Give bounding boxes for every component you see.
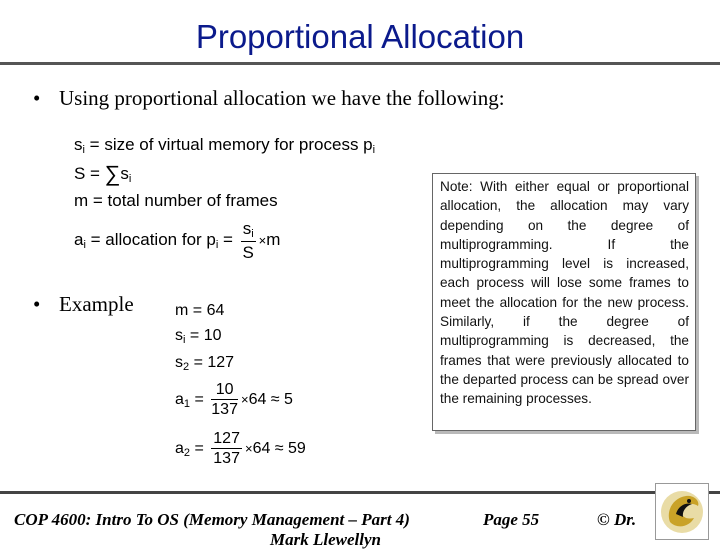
note-box: Note: With either equal or proportional allocation, the allocation may vary depending on the degree of multiprogramming. If the multiprogramming level is increased, each process will lose some frames to meet the allocation for the new process. Similarly, if the degree of multiprogramming is decreased, the frames that were previously allocated to the departed process can be spread over the remaining processes.: [432, 173, 696, 431]
footer-copyright: © Dr.: [597, 510, 637, 529]
bullet-intro-text: Using proportional allocation we have the following:: [59, 86, 505, 110]
example-m: m = 64: [175, 302, 225, 319]
fraction-si-over-S: $\frac{s_i}{S}$: [242, 219, 254, 262]
example-s1: $s_i = 10$: [175, 327, 222, 346]
bullet-intro: [33, 86, 505, 111]
def-s: $s_i$ = size of virtual memory for process $p_i$: [74, 135, 376, 156]
bullet-example-text: Example: [59, 292, 134, 316]
title-divider: [0, 62, 720, 65]
footer-author-cut: Mark Llewellyn: [270, 530, 381, 549]
fraction-10-over-137: $\frac{10}{137}$: [211, 381, 238, 418]
example-s2: $s_2 = 127$: [175, 354, 235, 373]
example-a1: $a_1$ = $\frac{10}{137}$ ×64 ≈ 5: [175, 381, 293, 418]
footer-page: Page 55: [483, 510, 540, 529]
fraction-127-over-137: $\frac{127}{137}$: [213, 430, 240, 467]
bullet-example: • Example: [33, 292, 134, 316]
bullet-symbol: •: [33, 86, 41, 110]
def-m: m = total number of frames: [74, 191, 278, 210]
sum-symbol: ∑: [104, 161, 121, 186]
def-a: $a_i$ = allocation for $p_i$ = $\frac{s_i}{S}$ ×m: [74, 219, 281, 262]
footer-divider: [0, 491, 720, 494]
def-S: $S = \sum s_i$: [74, 161, 132, 186]
example-a2: $a_2$ = $\frac{127}{137}$ ×64 ≈ 59: [175, 430, 306, 467]
footer-course: COP 4600: Intro To OS (Memory Management – Part 4): [14, 510, 410, 529]
slide-title: Proportional Allocation: [195, 18, 525, 55]
ucf-logo-icon: [655, 483, 709, 540]
